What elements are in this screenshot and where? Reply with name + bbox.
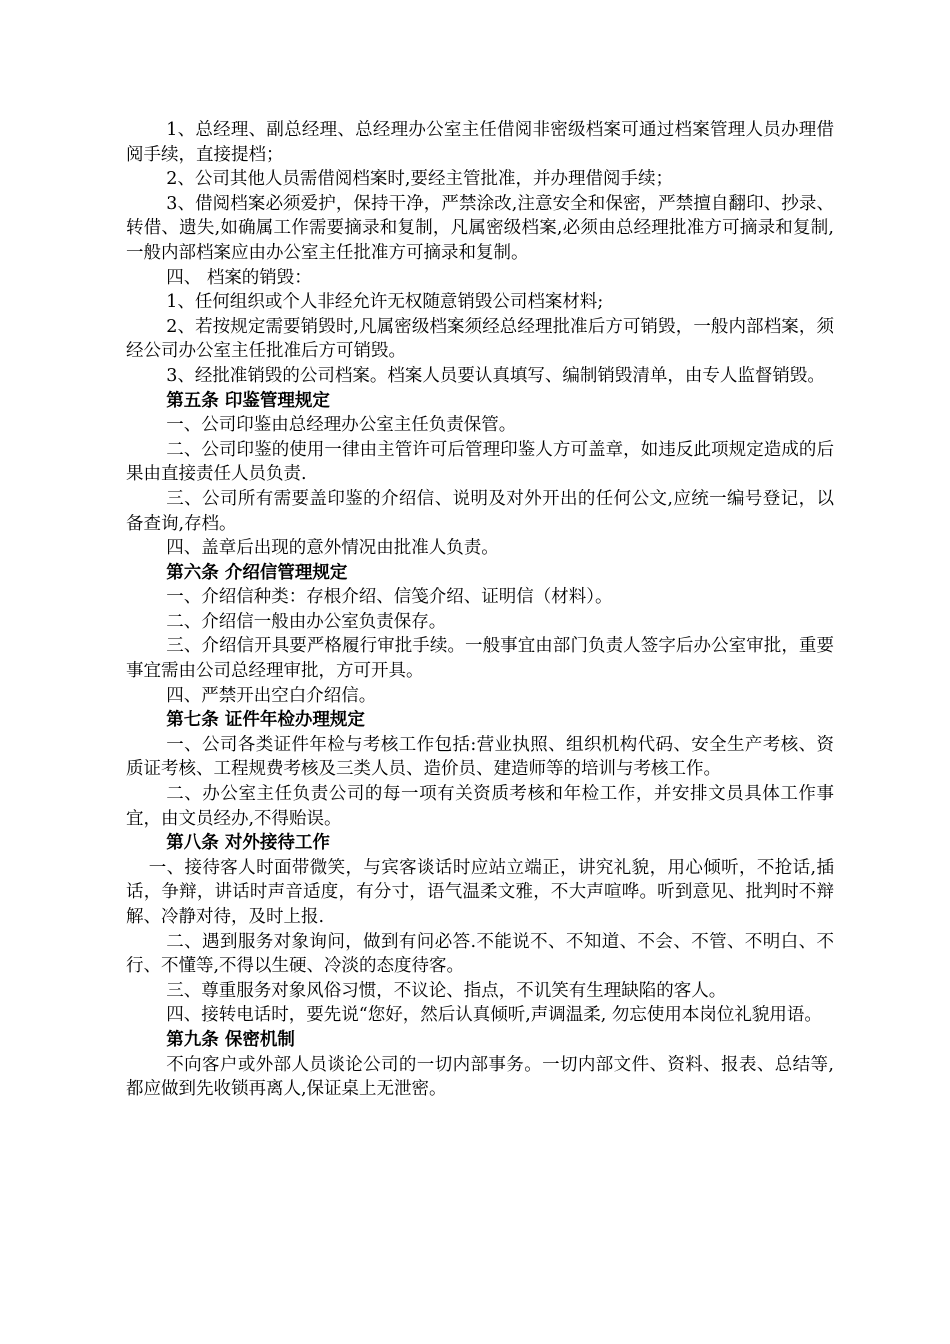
paragraph: 1、任何组织或个人非经允许无权随意销毁公司档案材料; [166, 292, 604, 313]
subsection-heading: 四、 档案的销毁： [166, 267, 312, 288]
paragraph: 3、借阅档案必须爱护，保持干净，严禁涂改,注意安全和保密，严禁擅自翻印、抄录、转借、遗失,如确属工作需要摘录和复制，凡属密级档案,必须由总经理批准方可摘录和复制,一般内部档案应由办公室主任批准方可摘录和复制。 [126, 193, 834, 263]
paragraph: 二、遇到服务对象询问，做到有问必答.不能说不、不知道、不会、不管、不明白、不行、不懂等,不得以生硬、冷淡的态度待客。 [126, 931, 834, 977]
paragraph: 一、接待客人时面带微笑，与宾客谈话时应站立端正，讲究礼貌，用心倾听，不抢话,插话，争辩，讲话时声音适度，有分寸，语气温柔文雅，不大声喧哗。听到意见、批判时不辩解、冷静对待，及时上报. [126, 857, 834, 927]
paragraph: 二、介绍信一般由办公室负责保存。 [166, 611, 447, 632]
paragraph: 二、办公室主任负责公司的每一项有关资质考核和年检工作，并安排文员具体工作事宜，由文员经办,不得贻误。 [126, 784, 834, 829]
document-body [126, 118, 834, 1102]
article-heading: 第五条 印鉴管理规定 [166, 390, 330, 411]
article-heading: 第八条 对外接待工作 [166, 833, 330, 854]
paragraph: 1、总经理、副总经理、总经理办公室主任借阅非密级档案可通过档案管理人员办理借阅手续，直接提档； [126, 120, 834, 165]
paragraph: 四、盖章后出现的意外情况由批准人负责。 [166, 538, 499, 559]
paragraph: 四、接转电话时，要先说“您好，然后认真倾听,声调温柔, 勿忘使用本岗位礼貌用语。 [166, 1005, 822, 1026]
paragraph: 三、公司所有需要盖印鉴的介绍信、说明及对外开出的任何公文,应统一编号登记，以备查询,存档。 [126, 488, 834, 534]
paragraph: 不向客户或外部人员谈论公司的一切内部事务。一切内部文件、资料、报表、总结等,都应做到先收锁再离人,保证桌上无泄密。 [126, 1054, 834, 1100]
paragraph: 一、介绍信种类：存根介绍、信笺介绍、证明信（材料）。 [166, 587, 613, 608]
article-heading: 第九条 保密机制 [166, 1029, 295, 1050]
paragraph: 2、若按规定需要销毁时,凡属密级档案须经总经理批准后方可销毁，一般内部档案，须经公司办公室主任批准后方可销毁。 [126, 316, 834, 362]
paragraph: 一、公司印鉴由总经理办公室主任负责保管。 [166, 415, 517, 436]
paragraph: 二、公司印鉴的使用一律由主管许可后管理印鉴人方可盖章，如违反此项规定造成的后果由直接责任人员负责. [126, 439, 834, 485]
article-heading: 第六条 介绍信管理规定 [166, 562, 348, 583]
paragraph: 四、严禁开出空白介绍信。 [166, 685, 377, 706]
paragraph: 2、公司其他人员需借阅档案时,要经主管批准，并办理借阅手续； [166, 169, 673, 190]
paragraph: 一、公司各类证件年检与考核工作包括:营业执照、组织机构代码、安全生产考核、资质证考核、工程规费考核及三类人员、造价员、建造师等的培训与考核工作。 [126, 734, 834, 780]
paragraph: 三、介绍信开具要严格履行审批手续。一般事宜由部门负责人签字后办公室审批，重要事宜需由公司总经理审批，方可开具。 [126, 636, 834, 682]
paragraph: 3、经批准销毁的公司档案。档案人员要认真填写、编制销毁清单，由专人监督销毁。 [166, 365, 825, 386]
article-heading: 第七条 证件年检办理规定 [166, 710, 365, 731]
paragraph: 三、尊重服务对象风俗习惯，不议论、指点，不讥笑有生理缺陷的客人。 [166, 980, 727, 1001]
